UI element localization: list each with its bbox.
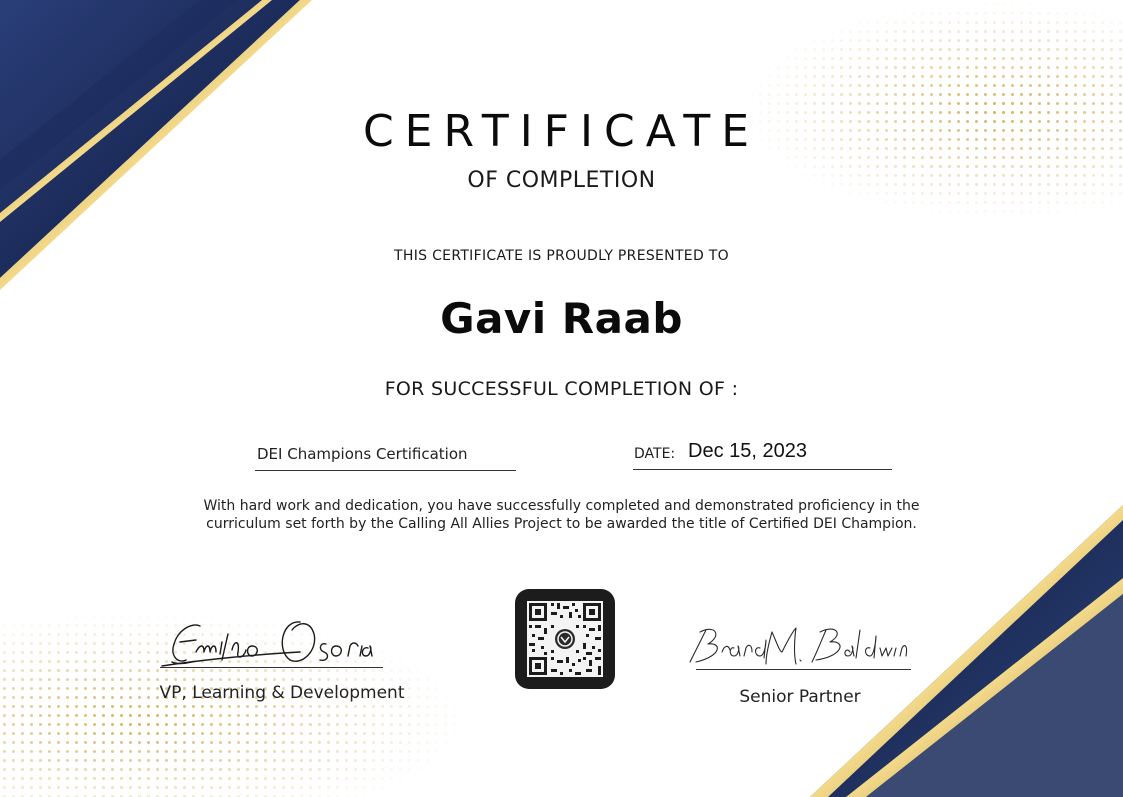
certificate-title: CERTIFICATE (362, 106, 761, 157)
presented-to-text: THIS CERTIFICATE IS PROUDLY PRESENTED TO (394, 248, 729, 264)
signature-line-left (160, 667, 383, 668)
date-label: DATE: (634, 446, 676, 462)
certificate-subtitle: OF COMPLETION (467, 168, 656, 193)
signature-brandi-m-baldwin (690, 628, 907, 664)
completion-of-text: FOR SUCCESSFUL COMPLETION OF : (384, 378, 739, 400)
signatory-2-title: Senior Partner (739, 687, 861, 707)
recipient-name: Gavi Raab (440, 294, 683, 343)
course-underline (255, 470, 516, 471)
body-line-2: curriculum set forth by the Calling All Allies Project to be awarded the title of Certified DEI Champion. (206, 516, 917, 532)
body-line-1: With hard work and dedication, you have successfully completed and demonstrated proficiency in the (203, 498, 920, 514)
qr-code[interactable] (515, 589, 615, 689)
qr-code-icon (515, 589, 615, 689)
date-underline (633, 469, 892, 470)
date-value: Dec 15, 2023 (688, 440, 807, 462)
certificate-body-text (0, 497, 1123, 533)
course-name: DEI Champions Certification (257, 445, 468, 463)
signatory-1-title: VP, Learning & Development (159, 683, 405, 703)
signature-line-right (696, 669, 911, 670)
